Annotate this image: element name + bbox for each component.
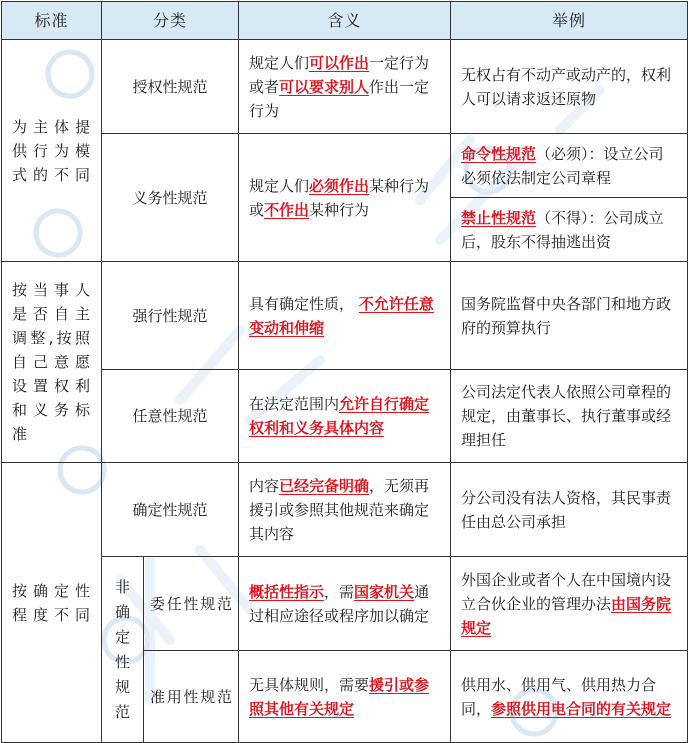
example-cell bbox=[451, 134, 688, 198]
legal-norm-classification-table bbox=[1, 1, 688, 743]
text-segment: 无权占有不动产或动产的，权利人可以请求返还原物 bbox=[461, 65, 672, 108]
table-row bbox=[2, 557, 688, 651]
example-cell bbox=[451, 198, 688, 262]
table-row bbox=[2, 262, 688, 370]
standard-cell: 为主体提供行为模式的不同 bbox=[2, 40, 102, 262]
meaning-cell bbox=[239, 463, 451, 557]
category-cell: 义务性规范 bbox=[102, 134, 239, 262]
category-cell: 确定性规范 bbox=[102, 463, 239, 557]
highlighted-term: 已经完备明确 bbox=[279, 476, 370, 495]
meaning-cell bbox=[239, 134, 451, 262]
meaning-cell bbox=[239, 651, 451, 743]
highlighted-term: 不允许任意变动和伸缩 bbox=[249, 294, 434, 337]
example-cell bbox=[451, 262, 688, 370]
text-segment: 公司法定代表人依照公司章程的规定，由董事长、执行董事或经理担任 bbox=[461, 383, 672, 449]
text-segment: 通过相应途径或程序加以确定 bbox=[249, 582, 430, 625]
text-segment: 在法定范围内 bbox=[249, 395, 340, 413]
text-segment: 外国企业或者个人在中国境内设立合伙企业的管理办法 bbox=[461, 570, 672, 613]
header-category: 分类 bbox=[102, 2, 239, 40]
vertical-text: 非确定性规范 bbox=[115, 577, 131, 721]
highlighted-term: 可以作出 bbox=[309, 53, 370, 72]
text-segment: 规定人们 bbox=[249, 53, 310, 72]
meaning-cell bbox=[239, 40, 451, 134]
header-standard: 标准 bbox=[2, 2, 102, 40]
example-cell bbox=[451, 40, 688, 134]
meaning-cell bbox=[239, 370, 451, 463]
highlighted-term: 禁止性规范 bbox=[461, 208, 537, 227]
parent-category-cell bbox=[102, 557, 144, 743]
text-segment: 无具体规则，需要 bbox=[249, 675, 370, 694]
table-row bbox=[2, 40, 688, 134]
highlighted-term: 概括性指示 bbox=[249, 582, 325, 601]
text-segment: （不得）：公司成立后，股东不得抽逃出资 bbox=[461, 208, 664, 251]
highlighted-term: 可以要求别人 bbox=[279, 77, 370, 96]
table-row bbox=[2, 463, 688, 557]
highlighted-term: 允许自行确定权利和义务具体内容 bbox=[249, 395, 430, 437]
meaning-cell bbox=[239, 557, 451, 651]
meaning-cell bbox=[239, 262, 451, 370]
text-segment: ，需 bbox=[324, 582, 355, 601]
text-segment: 某种行为或 bbox=[249, 176, 430, 219]
text-segment: 具有确定性质， bbox=[249, 294, 359, 313]
text-segment: 某种行为 bbox=[309, 200, 370, 219]
header-row bbox=[2, 2, 688, 40]
table-row bbox=[2, 134, 688, 198]
text-segment: 一定行为或者 bbox=[249, 53, 430, 96]
header-meaning: 含义 bbox=[239, 2, 451, 40]
category-label: 委任性规范 bbox=[150, 594, 233, 613]
standard-cell: 按当事人是否自主调整,按照自己意愿设置权利和义务标准 bbox=[2, 262, 102, 463]
highlighted-term: 必须作出 bbox=[309, 176, 370, 195]
category-cell: 授权性规范 bbox=[102, 40, 239, 134]
text-segment: 规定人们 bbox=[249, 176, 310, 195]
highlighted-term: 不作出 bbox=[264, 200, 310, 219]
example-cell bbox=[451, 370, 688, 463]
text-segment: 国务院监督中央各部门和地方政府的预算执行 bbox=[461, 294, 672, 337]
highlighted-term: 由国务院规定 bbox=[461, 594, 672, 637]
table-row bbox=[2, 370, 688, 463]
highlighted-term: 援引或参照其他有关规定 bbox=[249, 675, 430, 718]
category-label: 准用性规范 bbox=[150, 687, 233, 706]
text-segment: 供用水、供用气、供用热力合同， bbox=[461, 675, 657, 718]
highlighted-term: 命令性规范 bbox=[461, 144, 537, 163]
example-cell bbox=[451, 463, 688, 557]
highlighted-term: 国家机关 bbox=[354, 582, 415, 601]
header-example: 举例 bbox=[451, 2, 688, 40]
example-cell bbox=[451, 557, 688, 651]
text-segment: ，无须再援引或参照其他规范来确定其内容 bbox=[249, 476, 430, 543]
text-segment: 作出一定行为 bbox=[249, 77, 430, 120]
category-cell: 任意性规范 bbox=[102, 370, 239, 463]
category-cell bbox=[144, 651, 239, 743]
standard-cell: 按确定性程度不同 bbox=[2, 463, 102, 743]
text-segment: 内容 bbox=[249, 476, 280, 495]
category-cell: 强行性规范 bbox=[102, 262, 239, 370]
highlighted-term: 参照供用电合同的有关规定 bbox=[491, 699, 672, 718]
text-segment: 分公司没有法人资格，其民事责任由总公司承担 bbox=[461, 488, 672, 531]
category-cell bbox=[144, 557, 239, 651]
text-segment: （必须）：设立公司必须依法制定公司章程 bbox=[461, 144, 664, 187]
example-cell bbox=[451, 651, 688, 743]
